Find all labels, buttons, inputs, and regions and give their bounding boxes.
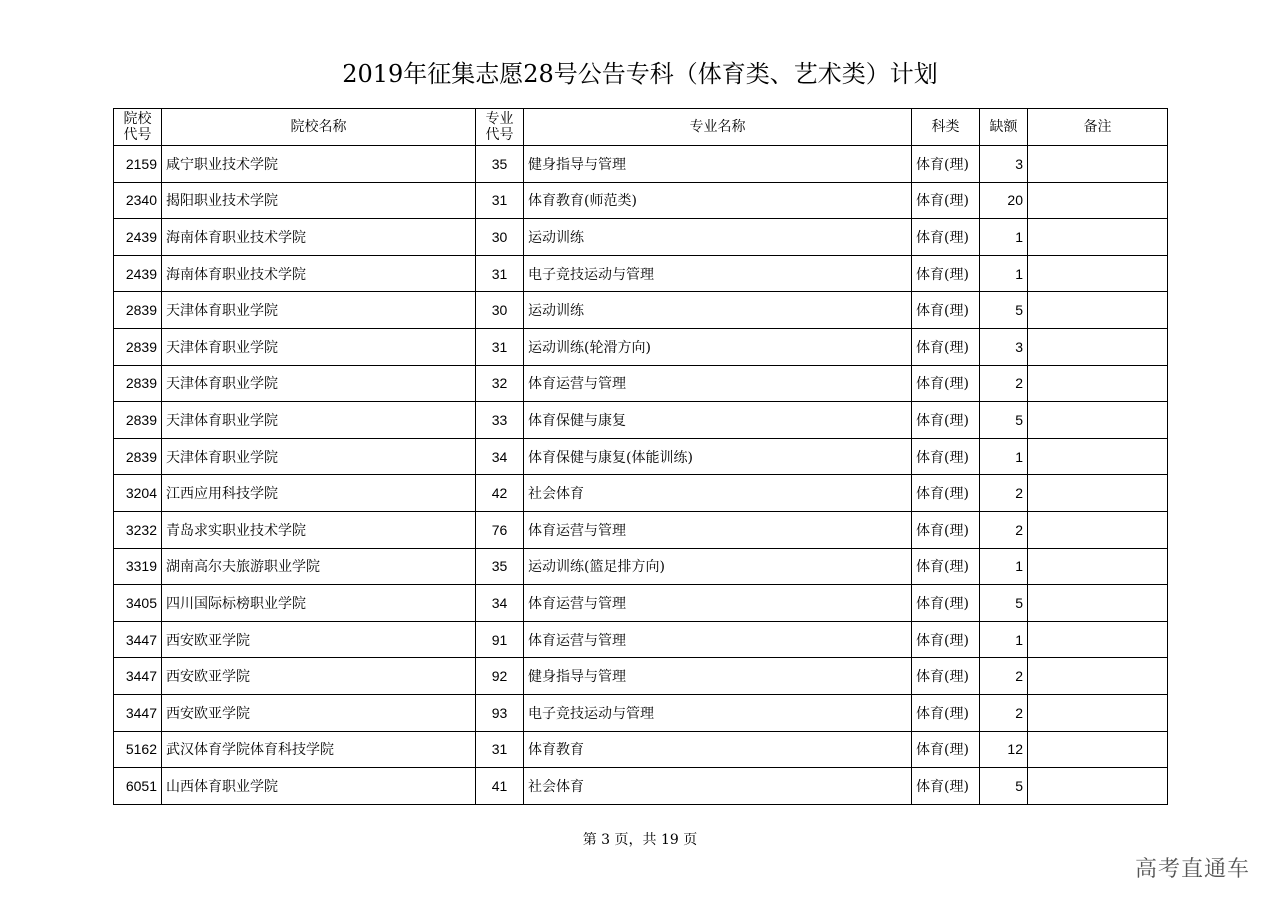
header-major-name: 专业名称 xyxy=(524,109,912,146)
table-row xyxy=(114,292,1168,329)
cell-category: 体育(理) xyxy=(912,219,980,256)
header-note: 备注 xyxy=(1028,109,1168,146)
watermark-logo: 高考直通车 xyxy=(1134,857,1250,882)
cell-quota: 1 xyxy=(980,219,1028,256)
cell-school-name: 海南体育职业技术学院 xyxy=(162,219,476,256)
cell-category: 体育(理) xyxy=(912,731,980,768)
cell-major-name: 运动训练 xyxy=(524,219,912,256)
cell-note xyxy=(1028,438,1168,475)
cell-major-name: 体育运营与管理 xyxy=(524,585,912,622)
cell-quota: 1 xyxy=(980,548,1028,585)
cell-school-name: 咸宁职业技术学院 xyxy=(162,146,476,183)
header-school-code: 院校 代号 xyxy=(114,109,162,146)
cell-category: 体育(理) xyxy=(912,438,980,475)
cell-major-code: 31 xyxy=(476,328,524,365)
cell-school-code: 2839 xyxy=(114,292,162,329)
cell-note xyxy=(1028,621,1168,658)
cell-major-code: 93 xyxy=(476,694,524,731)
table-row xyxy=(114,731,1168,768)
cell-major-name: 体育保健与康复 xyxy=(524,402,912,439)
cell-quota: 12 xyxy=(980,731,1028,768)
cell-school-name: 天津体育职业学院 xyxy=(162,365,476,402)
cell-school-code: 5162 xyxy=(114,731,162,768)
cell-school-name: 天津体育职业学院 xyxy=(162,292,476,329)
cell-category: 体育(理) xyxy=(912,621,980,658)
cell-school-code: 3405 xyxy=(114,585,162,622)
cell-quota: 1 xyxy=(980,255,1028,292)
table-row xyxy=(114,768,1168,805)
cell-quota: 3 xyxy=(980,146,1028,183)
table-row xyxy=(114,182,1168,219)
cell-school-name: 天津体育职业学院 xyxy=(162,402,476,439)
cell-major-code: 76 xyxy=(476,511,524,548)
cell-quota: 5 xyxy=(980,292,1028,329)
cell-note xyxy=(1028,146,1168,183)
cell-quota: 20 xyxy=(980,182,1028,219)
cell-major-code: 34 xyxy=(476,438,524,475)
cell-note xyxy=(1028,365,1168,402)
cell-quota: 1 xyxy=(980,438,1028,475)
cell-major-name: 社会体育 xyxy=(524,475,912,512)
table-row xyxy=(114,219,1168,256)
cell-quota: 2 xyxy=(980,658,1028,695)
cell-major-code: 33 xyxy=(476,402,524,439)
cell-school-code: 2839 xyxy=(114,402,162,439)
cell-school-name: 江西应用科技学院 xyxy=(162,475,476,512)
cell-category: 体育(理) xyxy=(912,658,980,695)
cell-category: 体育(理) xyxy=(912,585,980,622)
cell-school-code: 2340 xyxy=(114,182,162,219)
cell-major-code: 30 xyxy=(476,219,524,256)
cell-school-name: 山西体育职业学院 xyxy=(162,768,476,805)
cell-major-code: 41 xyxy=(476,768,524,805)
table-header-row xyxy=(114,109,1168,146)
cell-school-code: 2439 xyxy=(114,219,162,256)
plan-table xyxy=(113,108,1168,805)
cell-major-name: 运动训练 xyxy=(524,292,912,329)
table-row xyxy=(114,621,1168,658)
cell-school-name: 西安欧亚学院 xyxy=(162,621,476,658)
cell-school-name: 青岛求实职业技术学院 xyxy=(162,511,476,548)
cell-major-code: 91 xyxy=(476,621,524,658)
cell-category: 体育(理) xyxy=(912,255,980,292)
cell-major-name: 健身指导与管理 xyxy=(524,658,912,695)
cell-category: 体育(理) xyxy=(912,402,980,439)
cell-major-name: 体育教育 xyxy=(524,731,912,768)
cell-school-code: 3204 xyxy=(114,475,162,512)
cell-quota: 5 xyxy=(980,585,1028,622)
cell-school-code: 2839 xyxy=(114,365,162,402)
cell-school-code: 2839 xyxy=(114,328,162,365)
cell-category: 体育(理) xyxy=(912,768,980,805)
table-row xyxy=(114,255,1168,292)
cell-school-code: 3447 xyxy=(114,621,162,658)
cell-quota: 2 xyxy=(980,475,1028,512)
cell-school-name: 海南体育职业技术学院 xyxy=(162,255,476,292)
cell-school-name: 西安欧亚学院 xyxy=(162,694,476,731)
cell-note xyxy=(1028,694,1168,731)
cell-major-code: 31 xyxy=(476,182,524,219)
table-row xyxy=(114,365,1168,402)
cell-major-code: 42 xyxy=(476,475,524,512)
table-row xyxy=(114,475,1168,512)
page-footer: 第 3 页，共 19 页 xyxy=(582,832,698,848)
cell-major-code: 92 xyxy=(476,658,524,695)
table-row xyxy=(114,511,1168,548)
cell-note xyxy=(1028,182,1168,219)
cell-school-name: 四川国际标榜职业学院 xyxy=(162,585,476,622)
cell-quota: 2 xyxy=(980,694,1028,731)
cell-school-name: 湖南高尔夫旅游职业学院 xyxy=(162,548,476,585)
cell-major-name: 体育教育(师范类) xyxy=(524,182,912,219)
cell-major-name: 体育保健与康复(体能训练) xyxy=(524,438,912,475)
table-row xyxy=(114,438,1168,475)
cell-school-code: 3232 xyxy=(114,511,162,548)
cell-note xyxy=(1028,328,1168,365)
cell-major-name: 体育运营与管理 xyxy=(524,621,912,658)
cell-category: 体育(理) xyxy=(912,146,980,183)
cell-note xyxy=(1028,292,1168,329)
cell-school-name: 揭阳职业技术学院 xyxy=(162,182,476,219)
header-school-name: 院校名称 xyxy=(162,109,476,146)
cell-school-name: 西安欧亚学院 xyxy=(162,658,476,695)
cell-category: 体育(理) xyxy=(912,292,980,329)
cell-category: 体育(理) xyxy=(912,475,980,512)
cell-category: 体育(理) xyxy=(912,365,980,402)
page-title: 2019年征集志愿28号公告专科（体育类、艺术类）计划 xyxy=(342,60,938,88)
cell-quota: 2 xyxy=(980,511,1028,548)
cell-school-code: 3447 xyxy=(114,694,162,731)
cell-major-code: 32 xyxy=(476,365,524,402)
cell-category: 体育(理) xyxy=(912,694,980,731)
cell-note xyxy=(1028,768,1168,805)
cell-school-code: 3319 xyxy=(114,548,162,585)
cell-major-code: 35 xyxy=(476,146,524,183)
table-row xyxy=(114,585,1168,622)
header-category: 科类 xyxy=(912,109,980,146)
cell-note xyxy=(1028,219,1168,256)
cell-note xyxy=(1028,585,1168,622)
cell-quota: 1 xyxy=(980,621,1028,658)
cell-major-code: 30 xyxy=(476,292,524,329)
cell-major-name: 电子竞技运动与管理 xyxy=(524,694,912,731)
cell-note xyxy=(1028,511,1168,548)
cell-category: 体育(理) xyxy=(912,182,980,219)
cell-school-name: 武汉体育学院体育科技学院 xyxy=(162,731,476,768)
table-row xyxy=(114,328,1168,365)
cell-major-name: 健身指导与管理 xyxy=(524,146,912,183)
cell-school-code: 6051 xyxy=(114,768,162,805)
cell-major-code: 34 xyxy=(476,585,524,622)
cell-school-code: 2839 xyxy=(114,438,162,475)
cell-note xyxy=(1028,255,1168,292)
cell-note xyxy=(1028,731,1168,768)
cell-school-code: 2439 xyxy=(114,255,162,292)
cell-category: 体育(理) xyxy=(912,548,980,585)
cell-major-name: 体育运营与管理 xyxy=(524,365,912,402)
cell-quota: 2 xyxy=(980,365,1028,402)
cell-major-name: 社会体育 xyxy=(524,768,912,805)
cell-school-code: 3447 xyxy=(114,658,162,695)
cell-note xyxy=(1028,475,1168,512)
table-row xyxy=(114,694,1168,731)
cell-category: 体育(理) xyxy=(912,328,980,365)
header-quota: 缺额 xyxy=(980,109,1028,146)
table-row xyxy=(114,146,1168,183)
cell-major-code: 35 xyxy=(476,548,524,585)
cell-major-name: 电子竞技运动与管理 xyxy=(524,255,912,292)
cell-major-code: 31 xyxy=(476,731,524,768)
header-major-code: 专业 代号 xyxy=(476,109,524,146)
cell-note xyxy=(1028,548,1168,585)
cell-school-name: 天津体育职业学院 xyxy=(162,328,476,365)
table-row xyxy=(114,658,1168,695)
cell-quota: 5 xyxy=(980,402,1028,439)
cell-category: 体育(理) xyxy=(912,511,980,548)
table-row xyxy=(114,548,1168,585)
cell-note xyxy=(1028,658,1168,695)
table-row xyxy=(114,402,1168,439)
cell-major-code: 31 xyxy=(476,255,524,292)
cell-quota: 5 xyxy=(980,768,1028,805)
cell-school-code: 2159 xyxy=(114,146,162,183)
cell-note xyxy=(1028,402,1168,439)
cell-school-name: 天津体育职业学院 xyxy=(162,438,476,475)
cell-major-name: 体育运营与管理 xyxy=(524,511,912,548)
cell-quota: 3 xyxy=(980,328,1028,365)
cell-major-name: 运动训练(轮滑方向) xyxy=(524,328,912,365)
cell-major-name: 运动训练(篮足排方向) xyxy=(524,548,912,585)
